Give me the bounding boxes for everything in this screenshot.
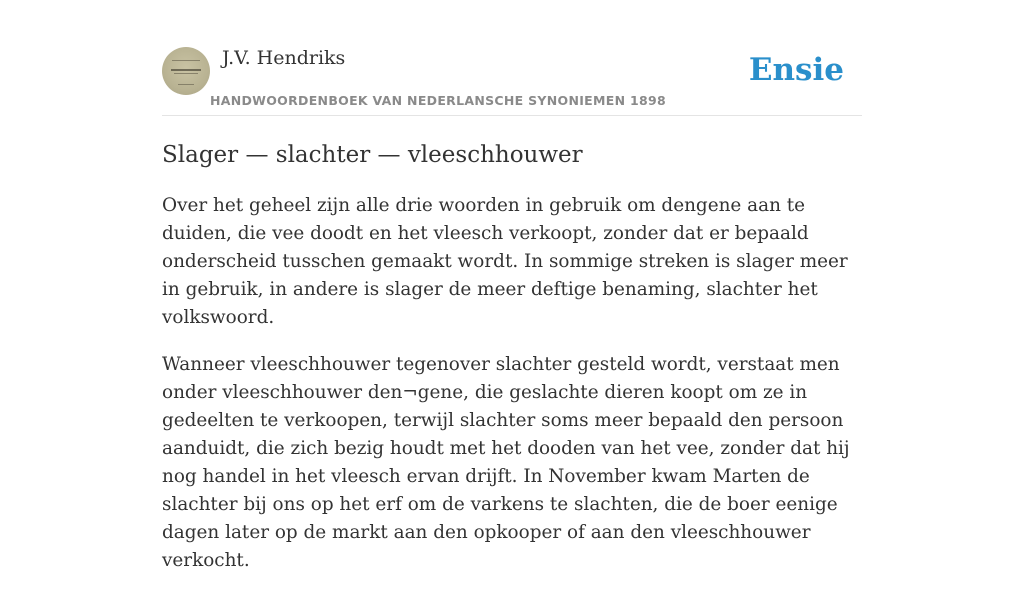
avatar-detail xyxy=(171,69,201,71)
author-name[interactable]: J.V. Hendriks xyxy=(222,47,346,69)
avatar-detail xyxy=(178,84,194,85)
article-paragraph: Over het geheel zijn alle drie woorden in gebruik om dengene aan te duiden, die vee doodt en het vleesch verkoopt, zonder dat er bepaald onderscheid tusschen gemaakt wordt. In sommige streken is slager meer in gebruik, in andere is slager de meer deftige benaming, slachter het volkswoord. xyxy=(162,195,848,328)
avatar-detail xyxy=(172,60,200,61)
header-divider xyxy=(162,115,862,116)
article-paragraph: Wanneer vleeschhouwer tegenover slachter gesteld wordt, verstaat men onder vleeschhouwer den¬gene, die geslachte dieren koopt om ze in gedeelten te verkoopen, terwijl slachter soms meer bepaald den persoon aanduidt, die zich bezig houdt met het dooden van het vee, zonder dat hij nog handel in het vleesch ervan drijft. In November kwam Marten de slachter bij ons op het erf om de varkens te slachten, die de boer eenige dagen later op de markt aan den opkooper of aan den vleeschhouwer verkocht. xyxy=(162,354,850,571)
header xyxy=(162,46,862,116)
source-title[interactable]: HANDWOORDENBOEK VAN NEDERLANSCHE SYNONIEMEN 1898 xyxy=(210,93,667,108)
avatar-detail xyxy=(174,73,198,74)
article-title: Slager — slachter — vleeschhouwer xyxy=(162,142,583,168)
article-body xyxy=(162,192,866,594)
source-book-avatar[interactable] xyxy=(162,47,210,95)
brand-logo[interactable]: Ensie xyxy=(748,52,844,88)
